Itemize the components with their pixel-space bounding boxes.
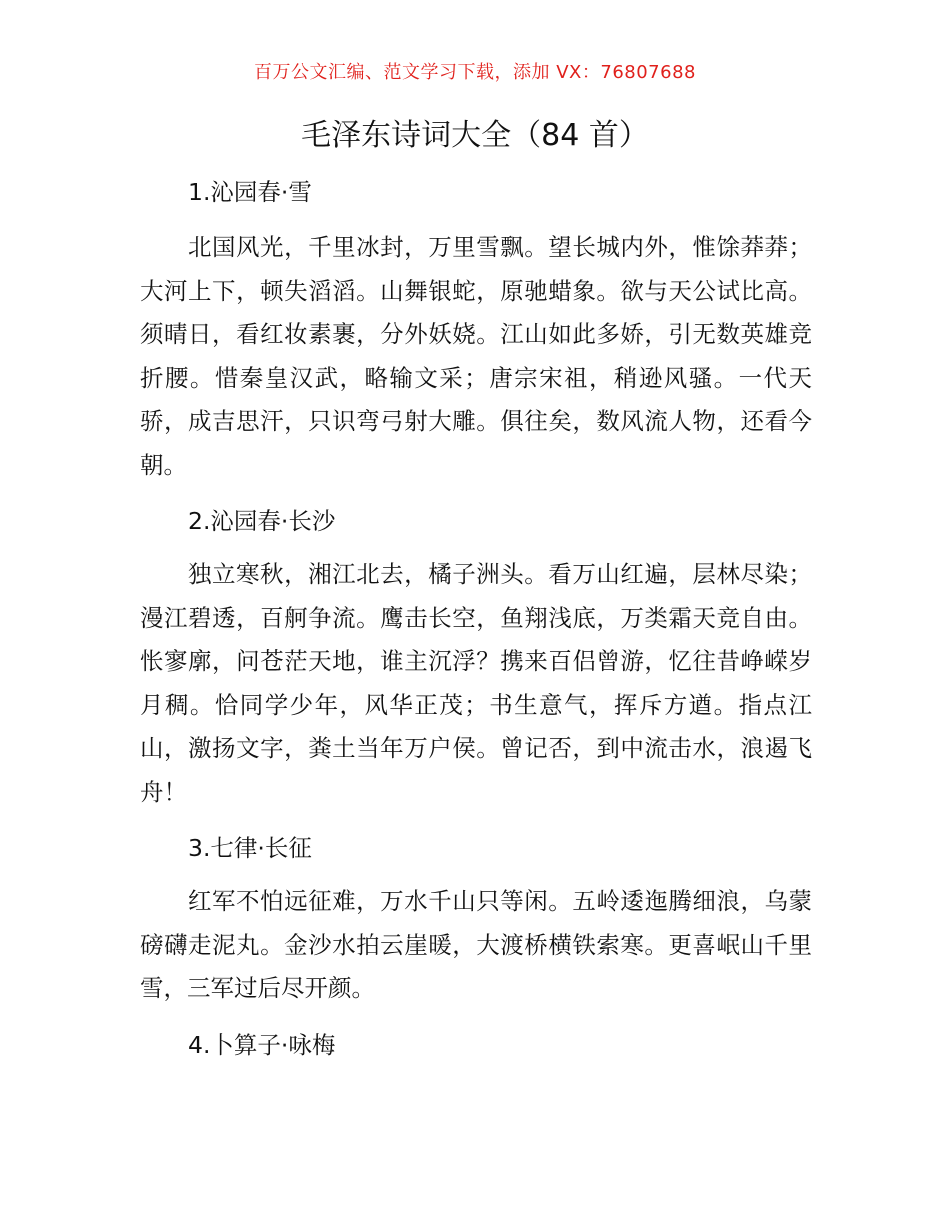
poem-heading: 4.卜算子·咏梅	[188, 1030, 336, 1059]
poem-section	[140, 1023, 812, 1067]
poem-body: 北国风光，千里冰封，万里雪飘。望长城内外，惟馀莽莽；大河上下，顿失滔滔。山舞银蛇，原驰蜡象。欲与天公试比高。须晴日，看红妆素裹，分外妖娆。江山如此多娇，引无数英雄竞折腰。惜秦皇汉武，略输文采；唐宗宋祖，稍逊风骚。一代天骄，成吉思汗，只识弯弓射大雕。俱往矣，数风流人物，还看今朝。	[140, 233, 812, 479]
promo-header-note: 百万公文汇编、范文学习下载，添加 VX：76807688	[254, 62, 696, 83]
poem-section	[140, 170, 812, 487]
poem-heading: 1.沁园春·雪	[188, 178, 312, 206]
poem-heading: 3.七律·长征	[188, 834, 312, 862]
poem-section	[140, 826, 812, 1011]
poem-body: 独立寒秋，湘江北去，橘子洲头。看万山红遍，层林尽染；漫江碧透，百舸争流。鹰击长空，鱼翔浅底，万类霜天竞自由。怅寥廓，问苍茫天地，谁主沉浮？携来百侣曾游，忆往昔峥嵘岁月稠。恰同学少年，风华正茂；书生意气，挥斥方遒。指点江山，激扬文字，粪土当年万户侯。曾记否，到中流击水，浪遏飞舟！	[140, 560, 812, 806]
poem-body: 红军不怕远征难，万水千山只等闲。五岭逶迤腾细浪，乌蒙磅礴走泥丸。金沙水拍云崖暖，大渡桥横铁索寒。更喜岷山千里雪，三军过后尽开颜。	[140, 887, 812, 1002]
poem-heading: 2.沁园春·长沙	[188, 507, 336, 535]
poem-list	[140, 170, 812, 1067]
page-title: 毛泽东诗词大全（84 首）	[301, 118, 649, 153]
poem-section	[140, 499, 812, 814]
